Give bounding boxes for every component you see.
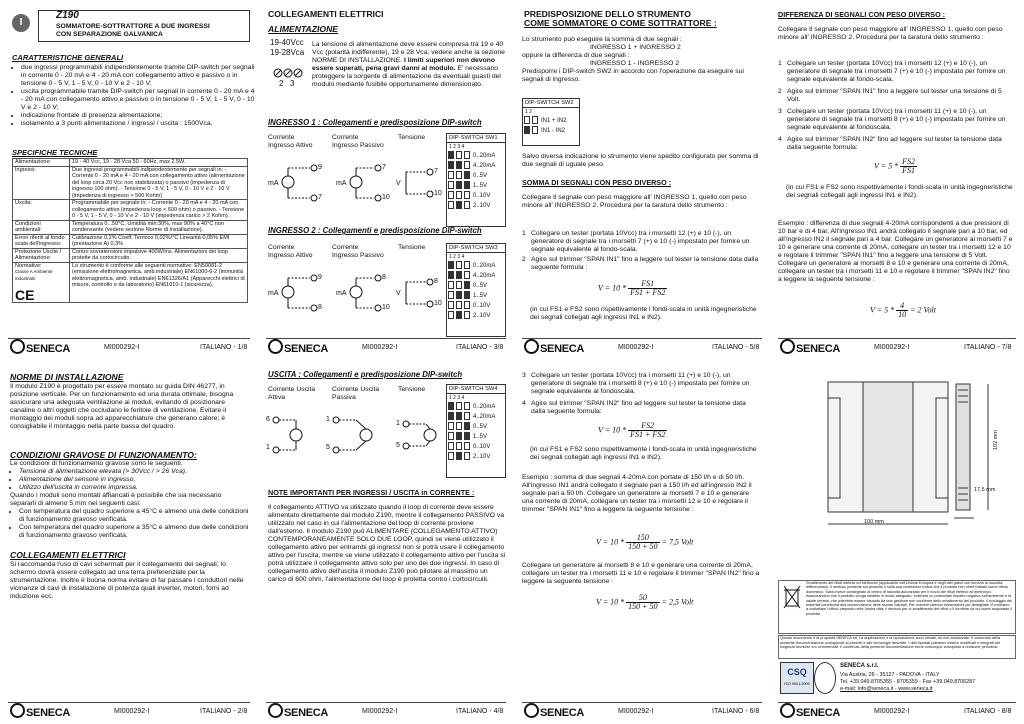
v-label: V bbox=[396, 180, 401, 187]
setup-body-4: Salvo diversa indicazione lo strumento viene spedito configurato per somma di due segnali di uguale peso. bbox=[522, 153, 759, 168]
term-10: 10 bbox=[382, 304, 390, 311]
setup-eq-1: INGRESSO 1 + INGRESSO 2 bbox=[590, 44, 681, 51]
setup-title-2: COME SOMMATORE O COME SOTTRATTORE : bbox=[524, 18, 717, 28]
col-passive: Corrente Uscita Passiva bbox=[332, 386, 380, 401]
seneca-logo: SENECA bbox=[524, 339, 584, 358]
page-6 bbox=[522, 370, 762, 690]
setup-eq-2: INGRESSO 1 - INGRESSO 2 bbox=[590, 60, 680, 67]
dim-width: 100 mm bbox=[864, 519, 884, 525]
doc-code: MI000292-I bbox=[618, 708, 654, 715]
spec-title: SPECIFICHE TECNICHE bbox=[12, 148, 98, 157]
page-num: ITALIANO - 6/8 bbox=[712, 708, 760, 715]
term-5: 5 bbox=[326, 444, 330, 451]
seneca-logo: SENECA bbox=[524, 703, 584, 722]
terminal-2: 2 bbox=[279, 79, 284, 88]
model-title: Z190 bbox=[56, 10, 79, 21]
page-num: ITALIANO - 4/8 bbox=[456, 708, 504, 715]
formula-note: (in cui FS1 e FS2 sono rispettivamente i fondi-scala in unità ingegneristiche dei segnali collegati agli ingressi IN1 e IN2). bbox=[530, 446, 757, 461]
term-1b: 1 bbox=[326, 416, 330, 423]
term-7: 7 bbox=[318, 194, 322, 201]
input2-wiring-icon bbox=[266, 268, 441, 320]
list-item: • Tensione di alimentazione elevata (> 30Vcc / > 26 Vca). bbox=[19, 468, 255, 476]
setup-body-1: Lo strumento può eseguire la somma di due segnali : bbox=[522, 36, 682, 43]
doc-code: MI000292-I bbox=[874, 708, 910, 715]
electrical-title: COLLEGAMENTI ELETTRICI bbox=[268, 9, 384, 19]
col-voltage: Tensione bbox=[398, 386, 426, 393]
table-row: Condizioni ambientali: Temperatura 0...50°C, Umidità min:30%, max 90% a 40°C non condensante (vedere sezione Norme di installazione). bbox=[13, 220, 248, 234]
heavy-list bbox=[10, 468, 255, 492]
dip-switch-sw4: DIP-SWITCH SW4 1 2 3 4 0..20mA 4..20mA 0..5V 1..5V 0..10V 2..10V bbox=[446, 384, 506, 478]
company-address: Via Austria, 26 - 35127 - PADOVA - ITALY bbox=[840, 672, 940, 678]
table-row: Normative: Classe A Ambiente industriale CE Lo strumento è conforme alle seguenti normative: EN50081-2 (emissione elettromagnetica, amb.industriale) EN61000-6-2 (immunità elettromagnetica, amb. industriale) EN61326/A1 (Apparecchi elettrici di misura, controllo e da laboratorio) EN61010-1 (sicurezza). bbox=[13, 262, 248, 303]
power-title: ALIMENTAZIONE bbox=[268, 24, 339, 34]
term-7b: 7 bbox=[382, 164, 386, 171]
table-row: Alimentazione: 19 - 40 Vcc, 19 - 28 Vca 50 - 60Hz, max 2.5W. bbox=[13, 159, 248, 167]
formula-example-b: V = 10 * $\frac{50}{150 + 50}$ = 2,5 Volt bbox=[596, 593, 694, 611]
formula-3: V = 5 * $\frac{FS2}{FS1}$ bbox=[874, 157, 916, 175]
company-phone: Tel. +39.049.8705355 - 8705359 - Fax +39.049.8706287 bbox=[840, 679, 976, 685]
seneca-logo: SENECA bbox=[10, 339, 70, 358]
input1-wiring-icon bbox=[266, 158, 441, 210]
diff-step-2: 2 Agire sul trimmer "SPAN IN1" fino a leggere sul tester una tensione di 5 Volt. bbox=[778, 88, 1002, 103]
power-text: La tensione di alimentazione deve essere compresa tra 19 e 40 Vcc (polarità indifferente), 19 e 28 Vca; vedere anche la sezione NORME DI INSTALLAZIONE. I limiti superiori non devono essere superati, pena gravi danni al modulo. E' necessario proteggere la sorgente di alimentazione da eventuali guasti del modulo mediante fusibile opportunamente dimensionato. bbox=[312, 41, 505, 88]
footer-2 bbox=[8, 702, 250, 721]
sum-step-2: 2 Agire sul trimmer "SPAN IN1" fino a leggere sul tester la tensione data dalla seguente formula : bbox=[522, 256, 759, 271]
col-active: Corrente Ingresso Attivo bbox=[268, 134, 313, 149]
ma-label: mA bbox=[336, 180, 347, 187]
col-passive: Corrente Ingresso Passivo bbox=[332, 244, 384, 259]
term-1c: 1 bbox=[396, 420, 400, 427]
page-4 bbox=[266, 370, 506, 690]
company-email[interactable]: e-mail: info@seneca.it - www.seneca.it bbox=[840, 686, 933, 692]
footer-5 bbox=[522, 338, 762, 357]
col-active: Corrente Ingresso Attivo bbox=[268, 244, 313, 259]
doc-code: MI000292-I bbox=[362, 344, 398, 351]
input1-title: INGRESSO 1 : Collegamenti e predisposizione DIP-switch bbox=[268, 118, 482, 127]
footer-8 bbox=[778, 702, 1016, 721]
table-row: Errori riferiti al fondo scala dell'ingresso: Calibrazione 0,2% Coeff. Termico 0,02%/°C Linearità 0,05% EMI (prestazione A) 0,3% bbox=[13, 234, 248, 248]
doc-code: MI000292-I bbox=[874, 344, 910, 351]
col-voltage: Tensione bbox=[398, 134, 426, 141]
formula-1: V = 10 * $\frac{FS1}{FS1 + FS2}$ bbox=[598, 279, 666, 297]
seneca-logo: SENECA bbox=[780, 339, 840, 358]
formula-example-c: V = 5 * $\frac{4}{10}$ = 2 Volt bbox=[870, 301, 936, 319]
page-8 bbox=[778, 370, 1016, 700]
term-10b: 10 bbox=[434, 190, 442, 197]
table-row: Ingressi: Due ingressi programmabili indipendentemente per segnali in: - Corrente 0 - 20 mA e 4 - 20 mA con collegamento attivo (alimentazione del loop circa 20 Vcc non stabilizzata) o passivo (impedenza di ingresso 100 ohm). - Tensione 0 - 5 V, 1 - 5 V, 0 - 10 V e 2 - 10 V (impedenza di ingresso > 500 Kohm) bbox=[13, 166, 248, 200]
heavy-title: CONDIZIONI GRAVOSE DI FUNZIONAMENTO: bbox=[10, 450, 197, 460]
page-7 bbox=[778, 8, 1016, 338]
col-active: Corrente Uscita Attiva bbox=[268, 386, 316, 401]
term-6: 6 bbox=[266, 416, 270, 423]
seneca-logo: SENECA bbox=[780, 703, 840, 722]
footer-3 bbox=[266, 338, 506, 357]
term-8c: 8 bbox=[434, 278, 438, 285]
weighted-diff-body: Collegare Il segnale con peso maggiore all' INGRESSO 1, quello con peso minore all' INGRESSO 2. Procedura per la taratura dello strumento : bbox=[778, 26, 1003, 41]
example-3: Esempio : differenza di due segnali 4-20mA corrispondenti a due pressioni di 10 bar e di 4 bar. All'ingresso IN1 andrà collegato il segnale pari a 10 bar, ed all'ingresso IN2 il segnale pari a 4 bar. Collegare un generatore ai morsetti 7 e 10 e generare una corrente di 20mA, collegare un tester tra i morsetti 12 e 10 e regolare il trimmer "SPAN IN1" fino a leggere una tensione di 5 Volt. Collegare un generatore ai morsetti 8 e 10 e generare una corrente di 20mA, collegare un tester tra i morsetti 11 e 10 e regolare il trimmer "SPAN IN2" fino a leggere la seguente tensione : bbox=[778, 220, 1013, 283]
subtitle-1: SOMMATORE-SOTTRATTORE A DUE INGRESSI bbox=[56, 23, 210, 30]
install-body: Il modulo Z190 è progettato per essere montato su guida DIN 46277, in posizione verticale. Per un funzionamento ed una durata ottimale, bisogna assicurare una adeguata ventilazione ai moduli, evitando di posizionare canaline o altri oggetti che occludano le feritoie di ventilazione. Evitare il montaggio dei moduli sopra ad apparecchiature che generano calore; è consigliabile il montaggio nella parte bassa del quadro. bbox=[10, 383, 234, 430]
list-item: • Alimentazione del sensore in ingresso. bbox=[19, 476, 255, 484]
term-5b: 5 bbox=[396, 442, 400, 449]
page-3 bbox=[266, 8, 506, 338]
dim-height: 102 mm bbox=[993, 430, 999, 450]
page-5 bbox=[522, 8, 762, 338]
term-8: 8 bbox=[318, 304, 322, 311]
page-num: ITALIANO - 2/8 bbox=[200, 708, 248, 715]
example-1: Esempio : somma di due segnali 4-20mA con portate di 150 l/h e di 50 l/h. All'ingresso IN1 andrà collegato il segnale pari a 150 l/h ed all'ingresso IN2 il segnale pari a 50 l/h. Collegare un generatore ai morsetti 7 e 10 e generare una corrente di 20mA, collegare un tester tra i morsetti 12 e 10 e regolare il trimmer "SPAN IN1" fino a leggere la seguente tensione : bbox=[522, 474, 752, 513]
sum-step-1: 1 Collegare un tester (portata 10Vcc) tra i morsetti 12 (+) e 10 (-), un generatore di segnale tra i morsetti 7 (+) e 10 (-) impostato per fornire un segnale equivalente al fondo-scala. bbox=[522, 230, 750, 253]
badge: I bbox=[12, 14, 30, 32]
list-item: • isolamento a 3 punti alimentazione / ingressi / uscita : 1500Vca. bbox=[21, 120, 255, 128]
subtitle-2: CON SEPARAZIONE GALVANICA bbox=[56, 31, 163, 38]
doc-code: MI000292-I bbox=[362, 708, 398, 715]
output-title: USCITA : Collegamenti e predisposizione DIP-switch bbox=[268, 370, 463, 379]
general-list bbox=[12, 64, 255, 128]
page-num: ITALIANO - 8/8 bbox=[964, 708, 1012, 715]
weighted-diff-title: DIFFERENZA DI SEGNALI CON PESO DIVERSO : bbox=[778, 10, 946, 19]
iqnet-logo-icon bbox=[814, 662, 836, 694]
table-row: Protezione Uscite / Alimentazione: Contro sovratensioni impulsive 400W/ms. Alimentazioni dei loop protette da cortocircuito. bbox=[13, 248, 248, 262]
dip-switch-sw2: DIP-SWITCH SW2 1 2 IN1 + IN2 IN1 - IN2 bbox=[522, 98, 580, 146]
general-title: CARATTERISTICHE GENERALI bbox=[12, 53, 124, 62]
list-item: • due ingressi programmabili indipendentemente tramite DIP-switch per segnali in corrente 0 - 20 mA e 4 - 20 mA con collegamento attivo e passivo o in tensione 0 - 5 V, 1 - 5 V, 0 - 10 V e 2 - 10 V; bbox=[21, 64, 255, 88]
list-item: • Con temperatura del quadro superiore a 45°C e almeno una delle condizioni di funzionamento gravoso verificata. bbox=[19, 508, 255, 524]
heavy-mid: Quando i moduli sono montati affiancati è possibile che sia necessario separarli di almeno 5 mm nei seguenti casi: bbox=[10, 492, 222, 507]
company-name: SENECA s.r.l. bbox=[840, 663, 879, 669]
doc-code: MI000292-I bbox=[114, 708, 150, 715]
spec-table bbox=[12, 158, 248, 303]
weighted-sum-body: Collegare Il segnale con peso maggiore all' INGRESSO 1, quello con peso minore all' INGRESSO 2. Procedura per la taratura dello strumento : bbox=[522, 194, 747, 209]
doc-code: MI000292-I bbox=[618, 344, 654, 351]
example-2: Collegare un generatore ai morsetti 8 e 10 e generare una corrente di 20mA, collegare un tester tra i morsetti 11 e 10 e regolare il trimmer "SPAN IN2" fino a leggere la seguente tensione : bbox=[522, 562, 760, 585]
input2-title: INGRESSO 2 : Collegamenti e predisposizione DIP-switch bbox=[268, 226, 482, 235]
term-10: 10 bbox=[382, 194, 390, 201]
step-4: 4 Agire sul trimmer "SPAN IN2" fino ad leggere sul tester la tensione data dalla seguente formula: bbox=[522, 400, 746, 415]
dip-switch-sw1: DIP-SWITCH SW1 1 2 3 4 0..20mA 4..20mA 0..5V 1..5V 0..10V 2..10V bbox=[446, 133, 506, 227]
footer-1 bbox=[8, 338, 250, 357]
formula-example-a: V = 10 * $\frac{150}{150 + 50}$ = 7,5 Volt bbox=[596, 533, 694, 551]
page-num: ITALIANO - 1/8 bbox=[200, 344, 248, 351]
diff-step-3: 3 Collegare un tester (portata 10Vcc) tra i morsetti 11 (+) e 10 (-), un generatore di segnale tra i morsetti 8 (+) e 10 (-) impostato per fornire un segnale equivalente al fondoscala. bbox=[778, 108, 1006, 131]
footer-7 bbox=[778, 338, 1016, 357]
doc-code: MI000292-I bbox=[104, 344, 140, 351]
heavy-intro: Le condizioni di funzionamento gravose sono le seguenti: bbox=[10, 460, 183, 467]
list-item: • indicazione frontale di presenza alimentazione; bbox=[21, 112, 255, 120]
seneca-logo: SENECA bbox=[268, 339, 328, 358]
notes-title: NOTE IMPORTANTI PER INGRESSI / USCITA in CORRENTE : bbox=[268, 488, 475, 497]
heavy-list-2 bbox=[10, 508, 255, 540]
dip-switch-sw3: DIP-SWITCH SW3 1 2 3 4 0..20mA 4..20mA 0..5V 1..5V 0..10V 2..10V bbox=[446, 243, 506, 337]
page-2 bbox=[8, 370, 248, 690]
term-1: 1 bbox=[266, 444, 270, 451]
ce-mark-icon: CE bbox=[15, 287, 35, 303]
col-passive: Corrente Ingresso Passivo bbox=[332, 134, 384, 149]
table-row: Uscita: Programmabile per segnale in: - Corrente 0 - 20 mA e 4 - 20 mA con collegamento attivo (impedenza loop < 600 ohm) o passivo. - Tensione 0 - 5 V, 1 - 5 V, 0 - 10 V e 2 - 10 V (impedenza carico > 2 Kohm). bbox=[13, 200, 248, 221]
ma-label: mA bbox=[268, 180, 279, 187]
term-10b: 10 bbox=[434, 300, 442, 307]
module-drawing-icon bbox=[818, 378, 1008, 536]
vcc-label: 19-40Vcc bbox=[270, 38, 304, 47]
step-3: 3 Collegare un tester (portata 10Vcc) tra i morsetti 11 (+) e 10 (-), un generatore di segnale tra i morsetti 8 (+) e 10 (-) impostato per fornire un segnale equivalente al fondoscala. bbox=[522, 372, 750, 395]
list-item: • uscita programmabile tramite DIP-switch per segnali in corrente 0 - 20 mA e 4 - 20 mA con collegamento attivo e passivo o in tensione 0 - 5 V, 1 - 5 V, 0 - 10 V e 2 - 10 V; bbox=[21, 88, 255, 112]
output-wiring-icon bbox=[266, 410, 441, 462]
v-label: V bbox=[396, 290, 401, 297]
diff-step-1: 1 Collegare un tester (portata 10Vcc) tra i morsetti 12 (+) e 10 (-), un generatore di segnale tra i morsetti 7 (+) e 10 (-) impostato per fornire un segnale equivalente al fondo-scala. bbox=[778, 60, 1006, 83]
formula-note: (in cui FS1 e FS2 sono rispettivamente i fondi-scala in unità ingegneristiche dei segnali collegati agli ingressi IN1 e IN2). bbox=[786, 184, 1013, 199]
formula-2: V = 10 * $\frac{FS2}{FS1 + FS2}$ bbox=[598, 421, 666, 439]
weighted-sum-title: SOMMA DI SEGNALI CON PESO DIVERSO : bbox=[522, 178, 672, 187]
notes-body: Il collegamento ATTIVO va utilizzato quando il loop di corrente deve essere alimentato direttamente dal modulo Z190, mentre il collegamento PASSIVO va utilizzato nel caso in cui l'alimentazione del loop di corrente proviene dall'esterno. Il modulo Z190 può ALIMENTARE (COLLEGAMENTO ATTIVO) CONTEMPORANEAMENTE SOLO DUE LOOP, quindi se viene utilizzato il collegamento attivo per entrambi gli ingressi non si potrà usare il collegamento attivo per l'uscita, mentre se viene utilizzato il collegamento attivo per l'uscita si potrà utilizzare il collegamento attivo solo per uno dei due ingressi. In caso di collegamento attivo dell'uscita il modulo Z190 può pilotare al massimo un carico di 600 ohm, l'alimentazione del loop è protetta contro i cortocircuiti. bbox=[268, 504, 506, 583]
list-item: • Con temperatura del quadro superiore a 35°C e almeno due delle condizioni di funzionamento gravoso verificata. bbox=[19, 524, 255, 540]
footer-4 bbox=[266, 702, 506, 721]
vca-label: 19-28Vca bbox=[270, 48, 305, 57]
term-9: 9 bbox=[318, 164, 322, 171]
setup-body-3: Predisporre i DIP-switch SW2 in accordo con l'operazione da eseguire sui segnali di ingresso. bbox=[522, 68, 744, 83]
formula-note: (in cui FS1 e FS2 sono rispettivamente i fondi-scala in unità ingegneristiche dei segnali collegati agli ingressi IN1 e IN2). bbox=[530, 306, 757, 321]
ma-label: mA bbox=[268, 290, 279, 297]
cert-logo-icon: CSQ ISO 9001:2000 bbox=[780, 662, 814, 694]
setup-title-1: PREDISPOSIZIONE DELLO STRUMENTO bbox=[524, 9, 691, 19]
weee-bin-icon bbox=[782, 584, 802, 610]
page-num: ITALIANO - 5/8 bbox=[712, 344, 760, 351]
ma-label: mA bbox=[336, 290, 347, 297]
col-voltage: Tensione bbox=[398, 244, 426, 251]
page-num: ITALIANO - 3/8 bbox=[456, 344, 504, 351]
install-title: NORME DI INSTALLAZIONE bbox=[10, 372, 124, 382]
term-9: 9 bbox=[318, 274, 322, 281]
page-num: ITALIANO - 7/8 bbox=[964, 344, 1012, 351]
term-7c: 7 bbox=[434, 168, 438, 175]
list-item: • Utilizzo dell'uscita in corrente impressa. bbox=[19, 484, 255, 492]
weee-text: Smaltimento dei rifiuti elettrici ed elettronici (applicabile nell'Unione Europea e negli altri paesi con servizio di raccolta differenziata). Il simbolo presente sul prodotto o sulla sua confezione indica che il prodotto non verrà trattato come rifiuto domestico. Sarà invece consegnato al centro di raccolta autorizzato per il riciclo dei rifiuti elettrici ed elettronici. Assicurandovi che il prodotto venga smaltito in modo adeguato, eviterete un potenziale impatto negativo sull'ambiente e la salute umana, che potrebbe essere causato da una gestione non conforme dello smaltimento del prodotto. Il riciclaggio dei materiali contribuirà alla conservazione delle risorse naturali. Per ricevere ulteriori informazioni più dettagliate Vi invitiamo a contattare l'ufficio preposto nella Vostra città, il servizio per lo smaltimento dei rifiuti o il fornitore da cui avete acquistato il prodotto. bbox=[806, 581, 1013, 616]
term-8b: 8 bbox=[382, 274, 386, 281]
diff-step-4: 4 Agire sul trimmer "SPAN IN2" fino ad leggere sul tester la tensione data dalla seguente formula: bbox=[778, 136, 1002, 151]
seneca-logo: SENECA bbox=[10, 703, 70, 722]
setup-body-2: oppure la differenza di due segnali : bbox=[522, 52, 630, 59]
power-terminals-icon bbox=[272, 65, 306, 89]
seneca-logo: SENECA bbox=[268, 703, 328, 722]
dim-depth: 17,5 mm bbox=[974, 487, 996, 493]
page-1 bbox=[8, 8, 255, 353]
terminal-3: 3 bbox=[290, 79, 295, 88]
electrical-title: COLLEGAMENTI ELETTRICI bbox=[10, 550, 126, 560]
electrical-body: Si raccomanda l'uso di cavi schermati per il collegamento dei segnali; lo schermo dovrà essere collegato ad una terra preferenziale per la strumentazione. Inoltre è buona norma evitare di far passare i conduttori nelle vicinanze di cavi di installazione di potenza quali inverter, motori, forni ad induzione ecc. bbox=[10, 561, 244, 600]
footer-6 bbox=[522, 702, 762, 721]
copyright-text: Questo documento è di proprietà SENECA srl. La duplicazione e la riproduzione sono vietate, se non autorizzate. Il contenuto della presente documentazione corrisponde ai prodotti e alle tecnologie descritte. I dati riportati potranno essere modificati o integrati per esigenze tecniche e/o commerciali. Il contenuto della presente documentazione viene comunque sottoposto a revisione periodica. bbox=[780, 636, 1001, 650]
